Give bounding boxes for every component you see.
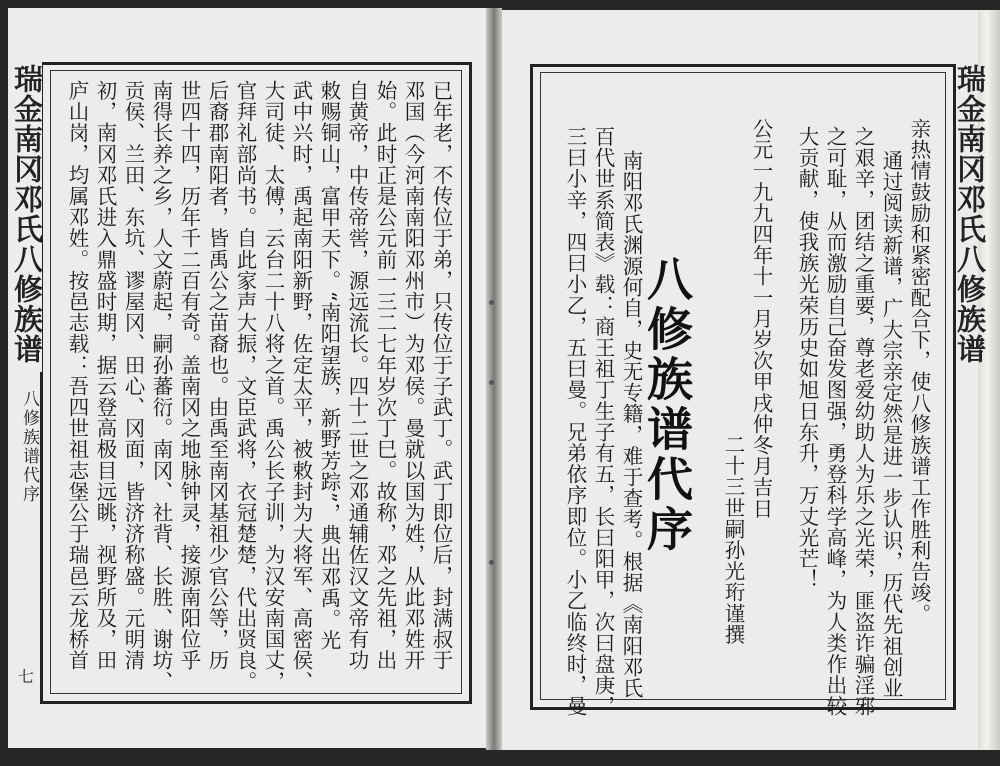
text-column: 官拜礼部尚书。自此家声大振，文臣武将，衣冠楚楚，代出贤良。 <box>233 80 257 692</box>
book-title-left: 瑞金南冈邓氏八修族谱 <box>10 64 44 364</box>
text-column: 亲热情鼓励和紧密配合下，使八修族谱工作胜利告竣。 <box>907 118 931 625</box>
text-column: 庐山岗，均属邓姓。按邑志载：吾四世祖志堡公于瑞邑云龙桥首 <box>65 80 89 671</box>
text-column: 贡侯、兰田、东坑、谬屋冈、田心、冈面，皆济济称盛。元明清 <box>121 80 145 671</box>
text-column: 之艰辛，团结之重要，尊老爱幼助人为乐之光荣，匪盗诈骗淫邪 <box>851 126 875 717</box>
date-line: 公元一九九四年十一月岁次甲戌仲冬月吉日 <box>749 118 773 519</box>
text-column: 初，南冈邓氏进入鼎盛时期，据云登高极目远眺，视野所及，田 <box>93 80 117 671</box>
text-column: 百代世系简表》载：商王祖丁生子有五，长曰阳甲，次曰盘庚， <box>591 126 615 717</box>
book-spine <box>486 8 502 750</box>
text-column: 南阳邓氏渊源何自，史无专籍，难于查考。根据《南阳邓氏 <box>619 150 643 699</box>
text-column: 始。此时正是公元前一三二七年岁次丁巳。故称，邓之先祖，出 <box>373 80 397 671</box>
main-title: 八修族谱代序 <box>640 255 694 555</box>
text-column: 世四十四，历年千二百有奇。盖南冈之地脉钟灵，接源南阳位乎 <box>177 80 201 671</box>
text-column: 武中兴时，禹起南阳新野，佐定太平，被敕封为大将军、高密侯、 <box>289 80 313 692</box>
text-column: 邓国（今河南南阳邓州市）为邓侯。曼就以国为姓，从此邓姓开 <box>401 80 425 671</box>
text-column: 自黄帝，中传帝喾，源远流长。四十二世之邓通辅佐汉文帝有功 <box>345 80 369 671</box>
text-column: 大贡献，使我族光荣历史如旭日东升，万丈光芒！ <box>795 126 819 591</box>
book-title-right: 瑞金南冈邓氏八修族谱 <box>953 64 987 364</box>
text-column: 南得长养之乡，人文蔚起，嗣孙蕃衍。南冈、社背、长胜、谢坊、 <box>149 80 173 692</box>
stitch-hole <box>489 380 494 385</box>
stitch-hole <box>489 560 494 565</box>
text-column: 三曰小辛，四曰小乙，五曰曼。兄弟依序即位。小乙临终时，曼 <box>563 126 587 717</box>
author-line: 二十三世嗣孙光珩谨撰 <box>721 434 745 645</box>
right-title-block <box>948 64 987 384</box>
text-column: 通过阅读新谱，广大宗亲定然是进一步认识，历代先祖创业 <box>879 150 903 699</box>
stitch-hole <box>489 300 494 305</box>
text-column: 敕赐铜山，富甲天下。“南阳望族，新野芳踪”，典出邓禹。光 <box>317 80 341 651</box>
text-column: 已年老，不传位于弟，只传位于子武丁。武丁即位后，封满叔于 <box>429 80 453 671</box>
text-column: 大司徒、太傅，云台二十八将之首。禹公长子训，为汉安南国丈， <box>261 80 285 692</box>
page-number: 七 <box>18 667 35 686</box>
text-column: 后裔郡南阳者，皆禹公之苗裔也。由禹至南冈基祖少官公等，历 <box>205 80 229 671</box>
section-label: 八修族谱代序 <box>19 390 39 504</box>
text-column: 之可耻，从而激励自己奋发图强，勇登科学高峰，为人类作出较 <box>823 126 847 717</box>
